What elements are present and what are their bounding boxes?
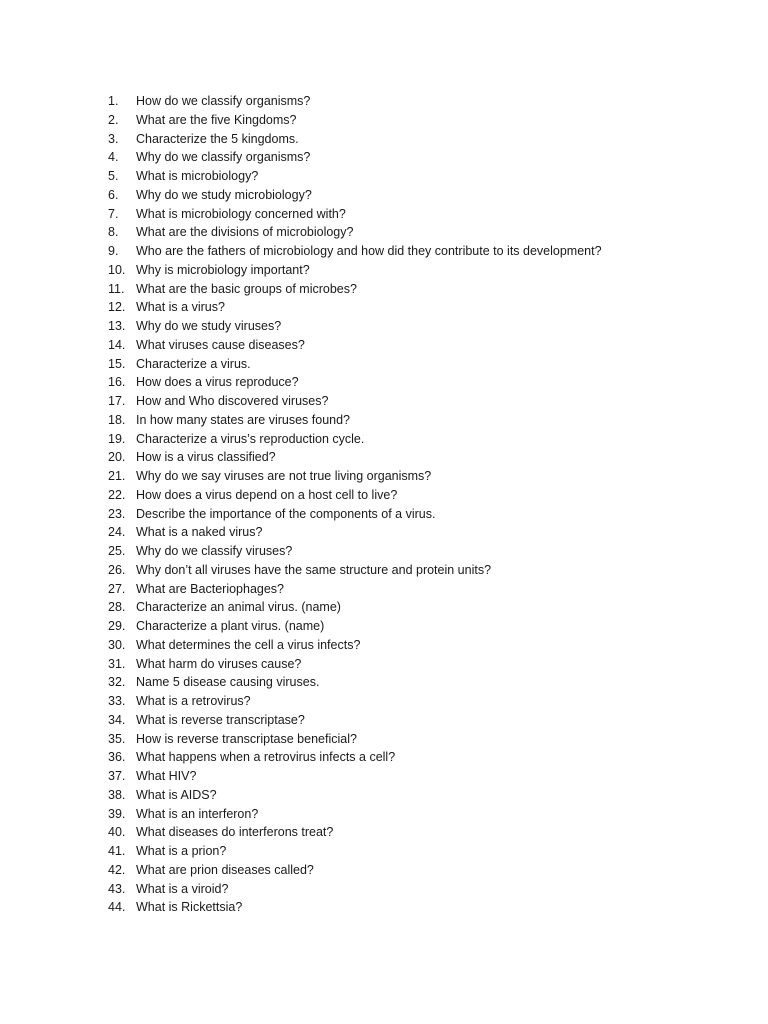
question-item <box>108 411 602 430</box>
question-item <box>108 336 602 355</box>
question-item <box>108 111 602 130</box>
question-number: 11. <box>108 281 125 296</box>
question-number: 38. <box>108 787 126 802</box>
question-text: What are the five Kingdoms? <box>136 112 297 127</box>
question-text: Describe the importance of the components of a virus. <box>136 506 436 521</box>
question-number: 19. <box>108 431 126 446</box>
question-item <box>108 898 602 917</box>
question-number: 7. <box>108 206 119 221</box>
question-text: In how many states are viruses found? <box>136 412 351 427</box>
question-list <box>108 92 602 917</box>
question-text: Who are the fathers of microbiology and how did they contribute to its development? <box>136 244 602 258</box>
question-text: How do we classify organisms? <box>136 94 311 108</box>
question-number: 23. <box>108 506 126 521</box>
question-item <box>108 92 602 111</box>
question-item <box>108 842 602 861</box>
question-number: 35. <box>108 731 126 746</box>
question-number: 17. <box>108 394 126 408</box>
question-text: What are the divisions of microbiology? <box>136 225 354 240</box>
question-text: What is a virus? <box>136 300 225 315</box>
question-text: Why do we classify organisms? <box>136 150 311 165</box>
question-text: What are Bacteriophages? <box>136 581 285 596</box>
question-number: 3. <box>108 131 119 146</box>
question-number: 26. <box>108 562 126 577</box>
question-item <box>108 580 602 599</box>
question-text: Name 5 disease causing viruses. <box>136 675 320 690</box>
question-text: Characterize the 5 kingdoms. <box>136 131 299 146</box>
question-item <box>108 317 602 336</box>
question-text: How is reverse transcriptase beneficial? <box>136 731 357 746</box>
question-text: What is a prion? <box>136 844 227 858</box>
question-text: What is a naked virus? <box>136 525 263 540</box>
question-item <box>108 636 602 655</box>
question-item <box>108 673 602 692</box>
question-number: 42. <box>108 862 126 877</box>
question-item <box>108 186 602 205</box>
question-number: 32. <box>108 675 126 690</box>
question-item <box>108 486 602 505</box>
question-number: 34. <box>108 712 126 727</box>
question-number: 21. <box>108 469 126 483</box>
question-item <box>108 861 602 880</box>
question-number: 12. <box>108 300 126 315</box>
question-item <box>108 692 602 711</box>
question-number: 13. <box>108 319 126 333</box>
question-number: 5. <box>108 169 119 183</box>
question-item <box>108 823 602 842</box>
question-item <box>108 767 602 786</box>
question-number: 31. <box>108 656 126 671</box>
question-text: What is Rickettsia? <box>136 900 243 915</box>
question-item <box>108 223 602 242</box>
question-text: What viruses cause diseases? <box>136 337 305 352</box>
question-number: 14. <box>108 337 126 352</box>
question-number: 30. <box>108 637 126 652</box>
question-item <box>108 467 602 486</box>
question-text: How does a virus reproduce? <box>136 375 299 390</box>
question-item <box>108 617 602 636</box>
question-text: What HIV? <box>136 769 197 783</box>
question-item <box>108 280 602 299</box>
question-item <box>108 261 602 280</box>
question-number: 43. <box>108 881 126 896</box>
question-number: 29. <box>108 619 126 633</box>
question-text: Why do we classify viruses? <box>136 544 293 558</box>
question-number: 33. <box>108 694 126 708</box>
question-item <box>108 880 602 899</box>
question-number: 28. <box>108 600 126 615</box>
question-text: How does a virus depend on a host cell to live? <box>136 487 398 502</box>
question-text: What is microbiology? <box>136 169 259 183</box>
question-item <box>108 505 602 524</box>
question-text: How and Who discovered viruses? <box>136 394 329 408</box>
question-text: What is a viroid? <box>136 881 229 896</box>
question-number: 16. <box>108 375 126 390</box>
question-number: 15. <box>108 356 126 371</box>
question-text: What is reverse transcriptase? <box>136 712 305 727</box>
question-text: What is microbiology concerned with? <box>136 206 346 221</box>
question-number: 41. <box>108 844 126 858</box>
question-item <box>108 730 602 749</box>
question-text: What happens when a retrovirus infects a cell? <box>136 750 396 765</box>
question-item <box>108 242 602 261</box>
question-number: 22. <box>108 487 126 502</box>
question-item <box>108 355 602 374</box>
question-number: 18. <box>108 412 126 427</box>
question-number: 6. <box>108 187 119 202</box>
question-item <box>108 786 602 805</box>
question-text: Why do we study microbiology? <box>136 187 312 202</box>
question-text: What harm do viruses cause? <box>136 656 302 671</box>
question-number: 37. <box>108 769 126 783</box>
question-item <box>108 523 602 542</box>
question-item <box>108 430 602 449</box>
question-number: 1. <box>108 94 119 108</box>
question-text: Characterize a virus’s reproduction cycle. <box>136 431 365 446</box>
question-item <box>108 748 602 767</box>
question-number: 8. <box>108 225 119 240</box>
question-text: What are the basic groups of microbes? <box>136 281 357 296</box>
question-number: 25. <box>108 544 126 558</box>
question-item <box>108 598 602 617</box>
question-item <box>108 542 602 561</box>
question-item <box>108 148 602 167</box>
question-text: What diseases do interferons treat? <box>136 825 334 840</box>
question-number: 27. <box>108 581 126 596</box>
question-number: 9. <box>108 244 119 258</box>
question-number: 20. <box>108 450 126 465</box>
question-item <box>108 205 602 224</box>
question-text: What determines the cell a virus infects? <box>136 637 361 652</box>
question-text: Characterize a plant virus. (name) <box>136 619 325 633</box>
question-number: 39. <box>108 806 126 821</box>
question-text: Why do we study viruses? <box>136 319 282 333</box>
question-text: What is AIDS? <box>136 787 217 802</box>
question-number: 4. <box>108 150 119 165</box>
question-text: Why don’t all viruses have the same structure and protein units? <box>136 562 492 577</box>
question-item <box>108 373 602 392</box>
question-item <box>108 167 602 186</box>
question-number: 2. <box>108 112 119 127</box>
question-text: What is an interferon? <box>136 806 259 821</box>
question-text: Why do we say viruses are not true living organisms? <box>136 469 432 483</box>
question-item <box>108 298 602 317</box>
question-text: Characterize an animal virus. (name) <box>136 600 341 615</box>
question-number: 44. <box>108 900 126 915</box>
question-item <box>108 561 602 580</box>
question-text: Characterize a virus. <box>136 356 251 371</box>
question-text: How is a virus classified? <box>136 450 276 465</box>
question-text: What are prion diseases called? <box>136 862 314 877</box>
question-number: 36. <box>108 750 126 765</box>
question-item <box>108 805 602 824</box>
question-text: Why is microbiology important? <box>136 262 310 277</box>
question-item <box>108 448 602 467</box>
question-number: 10. <box>108 262 126 277</box>
question-number: 40. <box>108 825 126 840</box>
question-item <box>108 130 602 149</box>
question-item <box>108 655 602 674</box>
question-number: 24. <box>108 525 126 540</box>
question-item <box>108 392 602 411</box>
question-item <box>108 711 602 730</box>
question-text: What is a retrovirus? <box>136 694 251 708</box>
